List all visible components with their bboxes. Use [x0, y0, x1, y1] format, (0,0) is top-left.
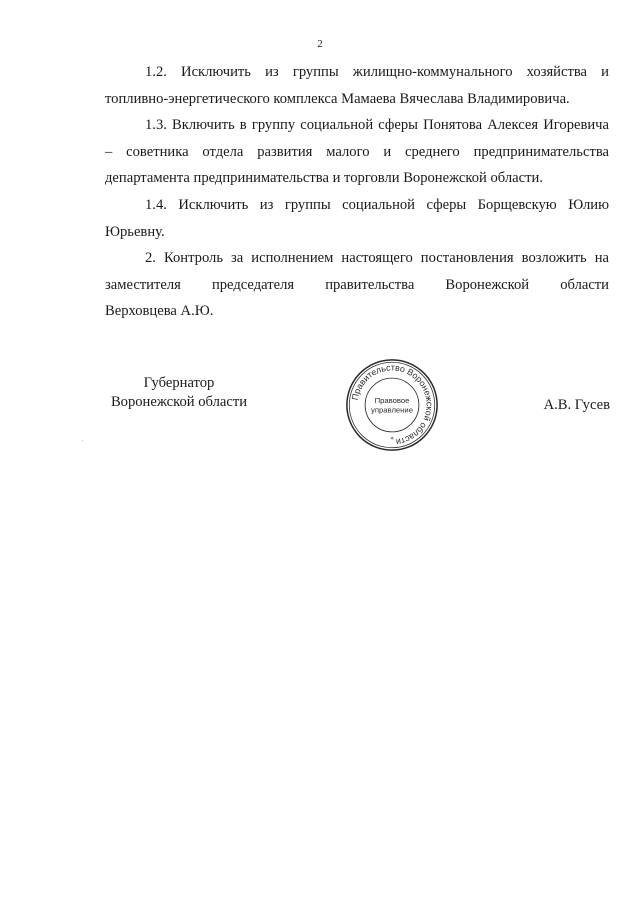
paragraph-line: департамента предпринимательства и торговли Воронежской области. — [105, 170, 543, 187]
document-body — [105, 59, 609, 325]
seal-ring-text: Правительство Воронежской области — [349, 362, 435, 448]
paragraph-2 — [105, 245, 609, 325]
official-seal — [344, 357, 440, 453]
paragraph-line: 1.4. Исключить из группы социальной сферы Борщевскую Юлию — [145, 196, 609, 213]
signature-title-line2: Воронежской области — [110, 394, 248, 410]
paragraph-line: заместителя председателя правительства Воронежской области — [105, 276, 609, 293]
paragraph-line: 2. Контроль за исполнением настоящего постановления возложить на — [145, 250, 609, 267]
paragraph-line: Верховцева А.Ю. — [105, 303, 214, 320]
paragraph-1-2 — [105, 59, 609, 112]
signature-name: А.В. Гусев — [543, 397, 610, 413]
paragraph-line: 1.3. Включить в группу социальной сферы Понятова Алексея Игоревича — [145, 117, 609, 134]
page-number: 2 — [317, 38, 323, 50]
paragraph-line: топливно-энергетического комплекса Мамаева Вячеслава Владимировича. — [105, 90, 570, 107]
paragraph-line: 1.2. Исключить из группы жилищно-коммунального хозяйства и — [145, 64, 609, 80]
signature-title — [104, 374, 254, 412]
signature-title-line1: Губернатор — [143, 375, 215, 391]
scan-speck — [82, 440, 83, 441]
paragraph-line: Юрьевну. — [105, 223, 165, 240]
seal-center-line2: управление — [371, 405, 413, 415]
seal-center-line1: Правовое — [374, 396, 410, 406]
paragraph-line: – советника отдела развития малого и среднего предпринимательства — [105, 143, 609, 160]
star-icon: * — [390, 435, 394, 444]
paragraph-1-3 — [105, 112, 609, 192]
paragraph-1-4 — [105, 192, 609, 245]
